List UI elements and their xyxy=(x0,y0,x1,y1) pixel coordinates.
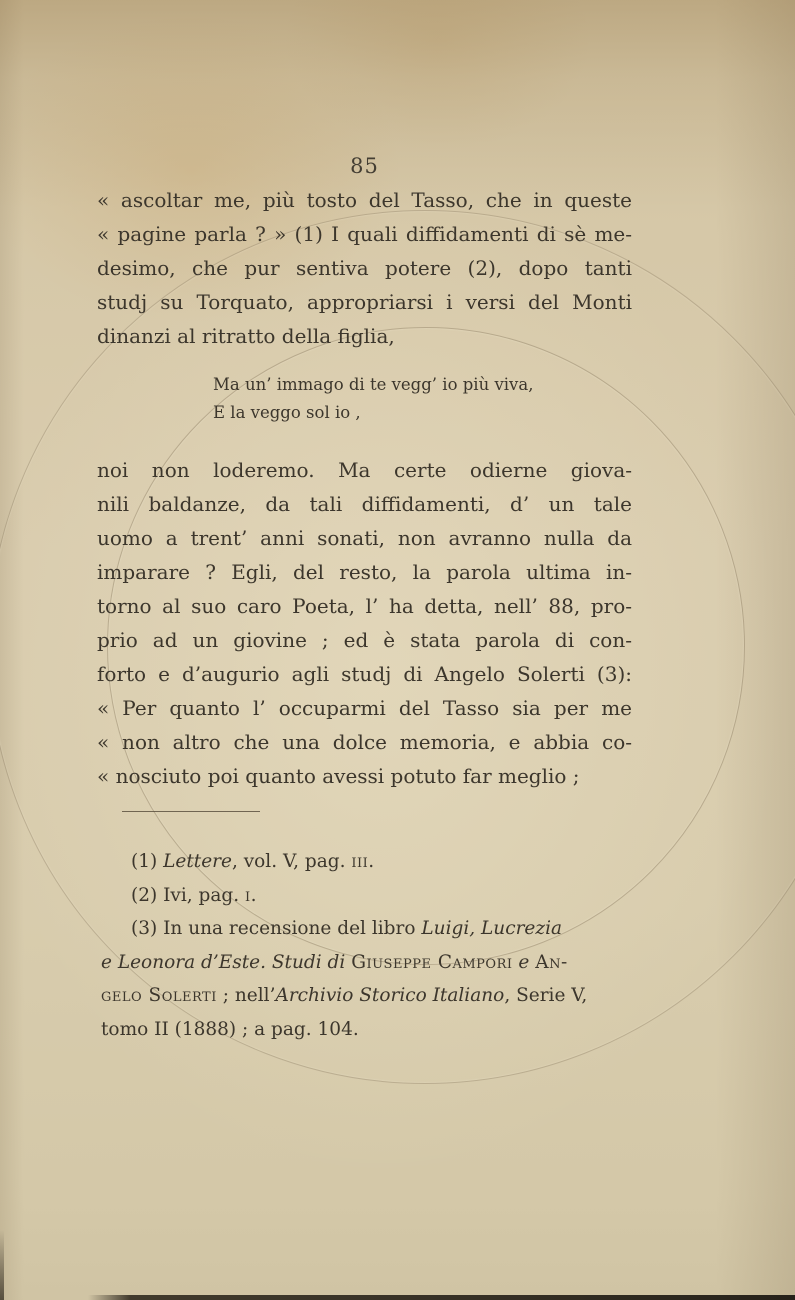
plain-text: (2) Ivi, pag. xyxy=(131,884,245,906)
smallcaps-text: gelo Solerti xyxy=(101,985,217,1006)
italic-text: e xyxy=(512,951,536,973)
footnote-line xyxy=(101,1013,649,1047)
footnote-line xyxy=(101,912,649,946)
text-line: dinanzi al ritratto della figlia, xyxy=(97,324,395,348)
plain-text: , vol. V, pag. xyxy=(231,851,352,872)
paragraph-2 xyxy=(97,453,632,793)
text-line: « non altro che una dolce memoria, e abbia co- xyxy=(97,730,632,754)
text-line: prio ad un giovine ; ed è stata parola di con- xyxy=(97,628,632,652)
footnotes xyxy=(101,845,649,1046)
text-line: noi non loderemo. Ma certe odierne giova- xyxy=(97,458,632,482)
italic-text: Archivio Storico Italiano xyxy=(275,985,505,1006)
text-line: « Per quanto l’ occuparmi del Tasso sia per me xyxy=(97,696,632,720)
footnote-separator xyxy=(122,811,260,812)
text-line: « ascoltar me, più tosto del Tasso, che in queste xyxy=(97,188,632,212)
text-line: studj su Torquato, appropriarsi i versi del Monti xyxy=(97,290,632,314)
italic-text: Luigi, Lucrezia xyxy=(421,918,563,939)
verse-line: E la veggo sol io , xyxy=(213,403,361,422)
verse-quote xyxy=(213,371,633,427)
italic-text: Lettere xyxy=(163,851,232,872)
smallcaps-text: An- xyxy=(535,951,568,973)
plain-text: , Serie V, xyxy=(504,985,588,1006)
verse-line: Ma un’ immago di te vegg’ io più viva, xyxy=(213,375,534,394)
text-line: desimo, che pur sentiva potere (2), dopo tanti xyxy=(97,256,632,280)
footnote-line xyxy=(101,879,649,913)
plain-text: (3) In una recensione del libro xyxy=(131,918,422,939)
smallcaps-text: i xyxy=(245,884,251,906)
paragraph-1 xyxy=(97,183,632,353)
italic-text: e Leonora d’Este. Studi di xyxy=(101,951,352,973)
text-line: imparare ? Egli, del resto, la parola ultima in- xyxy=(97,560,632,584)
text-line: torno al suo caro Poeta, l’ ha detta, nell’ 88, pro- xyxy=(97,594,632,618)
smallcaps-text: iii xyxy=(351,851,369,872)
plain-text: ; nell’ xyxy=(216,985,276,1006)
plain-text: tomo II (1888) ; a pag. 104. xyxy=(101,1018,359,1040)
footnote-line xyxy=(101,946,649,980)
page-number: 85 xyxy=(350,154,379,178)
page-left-edge xyxy=(0,1230,4,1300)
plain-text: . xyxy=(250,884,257,906)
text-line: « nosciuto poi quanto avessi potuto far meglio ; xyxy=(97,764,580,788)
footnote-line xyxy=(101,845,649,879)
page-bottom-edge xyxy=(88,1295,795,1300)
text-line: forto e d’augurio agli studj di Angelo Solerti (3): xyxy=(97,662,632,686)
footnote-line xyxy=(101,979,649,1013)
smallcaps-text: Giuseppe Campori xyxy=(351,951,513,973)
plain-text: (1) xyxy=(131,851,164,872)
text-line: « pagine parla ? » (1) I quali diffidamenti di sè me- xyxy=(97,222,632,246)
text-line: nili baldanze, da tali diffidamenti, d’ un tale xyxy=(97,492,632,516)
plain-text: . xyxy=(368,851,375,872)
text-line: uomo a trent’ anni sonati, non avranno nulla da xyxy=(97,526,632,550)
